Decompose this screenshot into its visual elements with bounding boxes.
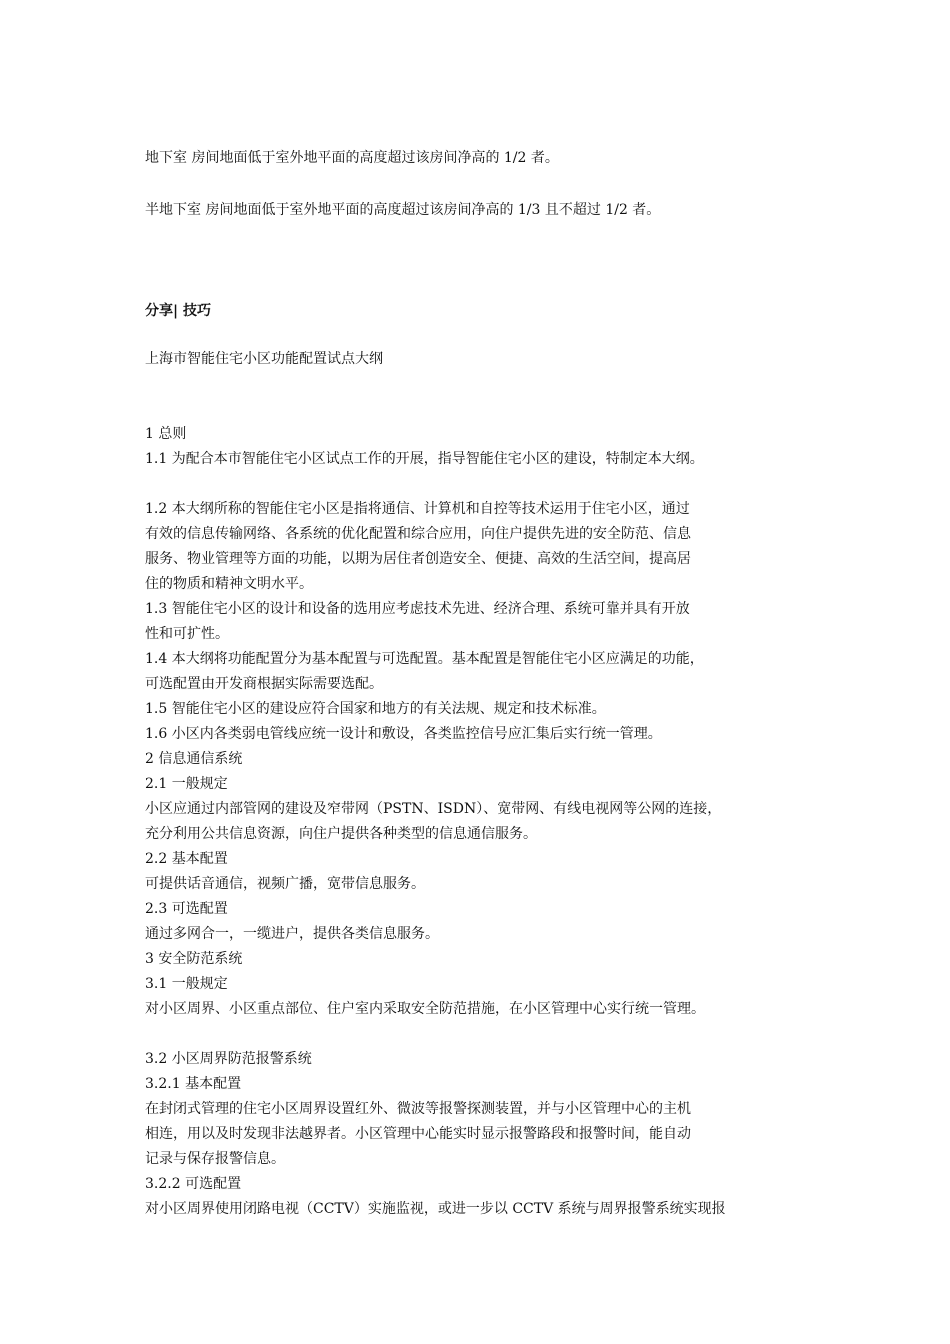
body-line: 2 信息通信系统 [145,751,243,767]
body-line: 有效的信息传输网络、各系统的优化配置和综合应用，向住户提供先进的安全防范、信息 [145,526,691,542]
body-line: 3.2 小区周界防范报警系统 [145,1051,312,1067]
body-line: 2.3 可选配置 [145,901,228,917]
body-line: 服务、物业管理等方面的功能，以期为居住者创造安全、便捷、高效的生活空间，提高居 [145,551,691,567]
body-line: 3.2.1 基本配置 [145,1076,242,1092]
body-line: 1 总则 [145,426,187,442]
body-line: 1.4 本大纲将功能配置分为基本配置与可选配置。基本配置是智能住宅小区应满足的功能， [145,651,704,667]
body-line: 1.3 智能住宅小区的设计和设备的选用应考虑技术先进、经济合理、系统可靠并具有开放 [145,601,690,617]
body-line: 对小区周界使用闭路电视（CCTV）实施监视，或进一步以 CCTV 系统与周界报警系统实现报 [145,1201,726,1217]
body-line: 通过多网合一，一缆进户，提供各类信息服务。 [145,926,439,942]
body-line: 1.2 本大纲所称的智能住宅小区是指将通信、计算机和自控等技术运用于住宅小区，通过 [145,501,690,517]
body-line: 2.2 基本配置 [145,851,228,867]
document-title: 上海市智能住宅小区功能配置试点大纲 [145,351,383,367]
body-line: 可提供话音通信，视频广播，宽带信息服务。 [145,876,425,892]
body-line: 可选配置由开发商根据实际需要选配。 [145,676,383,692]
body-line: 在封闭式管理的住宅小区周界设置红外、微波等报警探测装置，并与小区管理中心的主机 [145,1101,691,1117]
section-heading: 分享| 技巧 [145,303,211,319]
body-line: 记录与保存报警信息。 [145,1151,285,1167]
body-line: 3 安全防范系统 [145,951,243,967]
body-line: 小区应通过内部管网的建设及窄带网（PSTN、ISDN）、宽带网、有线电视网等公网的连接， [145,801,722,817]
body-line: 充分利用公共信息资源，向住户提供各种类型的信息通信服务。 [145,826,537,842]
body-line: 3.2.2 可选配置 [145,1176,242,1192]
body-line: 性和可扩性。 [145,626,229,642]
definition-semi-basement: 半地下室 房间地面低于室外地平面的高度超过该房间净高的 1/3 且不超过 1/2 者。 [145,202,661,218]
body-line: 对小区周界、小区重点部位、住户室内采取安全防范措施，在小区管理中心实行统一管理。 [145,1001,705,1017]
body-line: 2.1 一般规定 [145,776,228,792]
body-line: 3.1 一般规定 [145,976,228,992]
body-line: 1.6 小区内各类弱电管线应统一设计和敷设，各类监控信号应汇集后实行统一管理。 [145,726,662,742]
body-line: 1.1 为配合本市智能住宅小区试点工作的开展，指导智能住宅小区的建设，特制定本大纲。 [145,451,704,467]
body-line: 住的物质和精神文明水平。 [145,576,313,592]
body-line: 1.5 智能住宅小区的建设应符合国家和地方的有关法规、规定和技术标准。 [145,701,606,717]
definition-basement: 地下室 房间地面低于室外地平面的高度超过该房间净高的 1/2 者。 [145,150,559,166]
body-line: 相连，用以及时发现非法越界者。小区管理中心能实时显示报警路段和报警时间，能自动 [145,1126,691,1142]
